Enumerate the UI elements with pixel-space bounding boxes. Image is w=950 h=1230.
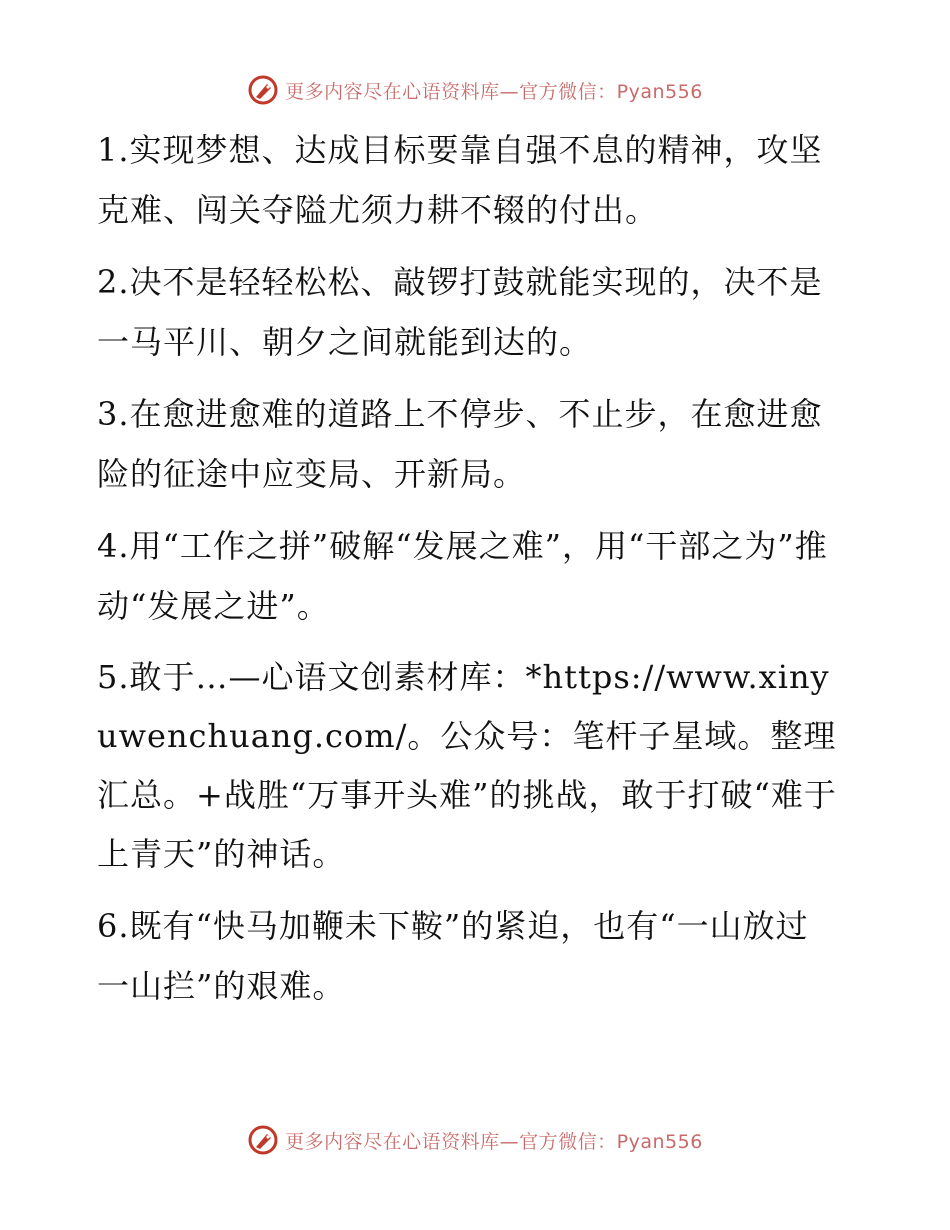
pen-nib-icon (247, 74, 279, 106)
pen-nib-icon (247, 1124, 279, 1156)
paragraph-2: 2.决不是轻轻松松、敲锣打鼓就能实现的，决不是一马平川、朝夕之间就能到达的。 (97, 263, 823, 361)
footer-text: 更多内容尽在心语资料库—官方微信：Pyan556 (285, 1130, 703, 1153)
paragraph-3: 3.在愈进愈难的道路上不停步、不止步，在愈进愈险的征途中应变局、开新局。 (97, 395, 823, 493)
paragraph-1: 1.实现梦想、达成目标要靠自强不息的精神，攻坚克难、闯关夺隘尤须力耕不辍的付出。 (97, 131, 823, 229)
header-banner (0, 70, 950, 110)
paragraph-4: 4.用“工作之拼”破解“发展之难”，用“干部之为”推动“发展之进”。 (97, 527, 828, 625)
document-body (97, 120, 837, 1028)
header-text: 更多内容尽在心语资料库—官方微信：Pyan556 (285, 80, 703, 103)
paragraph-6: 6.既有“快马加鞭未下鞍”的紧迫，也有“一山放过一山拦”的艰难。 (97, 907, 809, 1005)
paragraph-5: 5.敢于…—心语文创素材库：*https://www.xinyuwenchuang.com/。公众号：笔杆子星域。整理汇总。+战胜“万事开头难”的挑战，敢于打破“难于上青天”的神话。 (97, 658, 837, 873)
footer-banner (0, 1120, 950, 1160)
